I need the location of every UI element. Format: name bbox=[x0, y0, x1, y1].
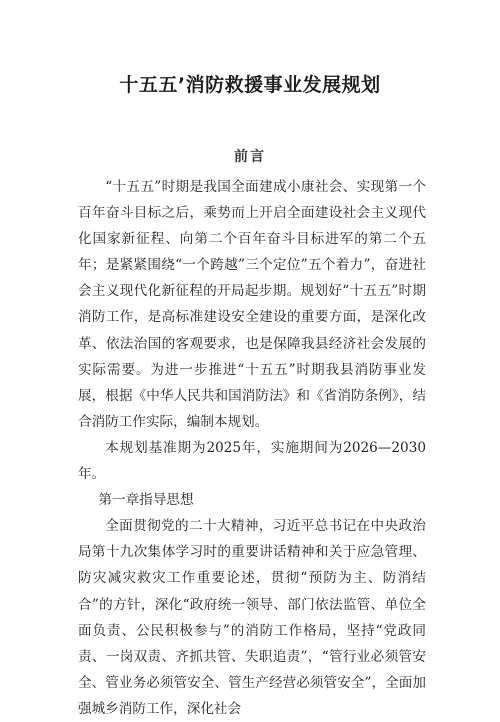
document-body bbox=[78, 174, 426, 722]
preface-paragraph-1: “十五五”时期是我国全面建成小康社会、实现第一个百年奋斗目标之后，乘势而上开启全面建设社会主义现代化国家新征程、向第二个百年奋斗目标进军的第二个五年；是紧紧围绕“一个跨越”三个定位”五个着力”，奋进社会主义现代化新征程的开局起步期。规划好“十五五”时期消防工作，是高标准建设安全建设的重要方面，是深化改革、依法治国的客观要求，也是保障我县经济社会发展的实际需要。为进一步推进“十五五”时期我县消防事业发展，根据《中华人民共和国消防法》和《省消防条例》，结合消防工作实际，编制本规划。 bbox=[78, 179, 426, 430]
document-title: 十五五’消防救援事业发展规划 bbox=[119, 74, 381, 96]
preface-heading: 前言 bbox=[234, 149, 266, 165]
chapter-1-paragraph: 全面贯彻党的二十大精神，习近平总书记在中央政治局第十九次集体学习时的重要讲话精神和关于应急管理、防灾减灾救灾工作重要论述，贯彻“预防为主、防消结合”的方针，深化“政府统一领导、部门依法监管、单位全面负责、公民积极参与”的消防工作格局，坚持“党政同责、一岗双责、齐抓共管、失职追责”，“管行业必须管安全、管业务必须管安全、管生产经营必须管安全”，全面加强城乡消防工作，深化社会 bbox=[78, 518, 426, 717]
chapter-1-heading: 第一章指导思想 bbox=[98, 492, 194, 509]
preface-paragraph-2: 本规划基准期为2025年，实施期间为2026—2030年。 bbox=[78, 439, 426, 483]
